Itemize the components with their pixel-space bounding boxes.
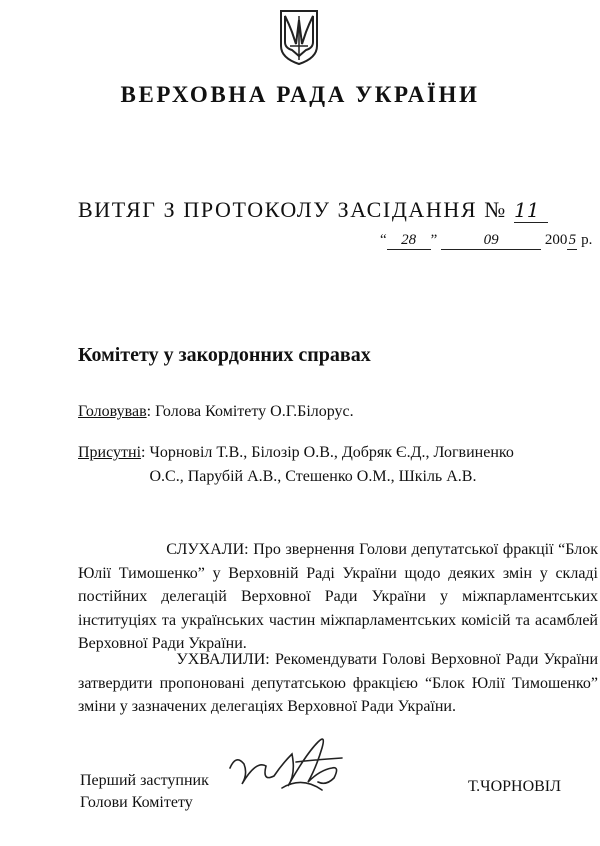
handwritten-signature <box>222 724 362 800</box>
protocol-title-text: ВИТЯГ З ПРОТОКОЛУ ЗАСІДАННЯ № <box>78 197 507 222</box>
protocol-date: “ 28 ” 09 2005 р. <box>380 232 593 248</box>
present-label: Присутні <box>78 444 142 461</box>
protocol-title <box>78 197 548 223</box>
protocol-number: 11 <box>514 198 548 223</box>
date-suffix: р. <box>581 232 593 248</box>
chair-text: : Голова Комітету О.Г.Білорус. <box>146 403 354 420</box>
committee-name: Комітету у закордонних справах <box>78 344 371 366</box>
date-month: 09 <box>441 232 541 250</box>
signatory-title-line1: Перший заступник <box>80 772 209 789</box>
present-names: Чорновіл Т.В., Білозір О.В., Добряк Є.Д., Логвиненко О.С., Парубій А.В., Стешенко О.М., Шкіль А.В. <box>149 444 514 485</box>
signatory-name: Т.ЧОРНОВІЛ <box>468 778 561 795</box>
signatory-title-line2: Голови Комітету <box>80 794 193 811</box>
decided-text: Рекомендувати Голові Верховної Ради України затвердити пропоновані депутатською фракцією “Блок Юлії Тимошенко” зміни у зазначених делегаціях Верховної Ради України. <box>78 651 599 715</box>
decided-paragraph <box>78 648 598 719</box>
organization-title: ВЕРХОВНА РАДА УКРАЇНИ <box>120 82 480 107</box>
heard-label: СЛУХАЛИ: <box>166 541 249 558</box>
chair-label: Головував <box>78 403 147 420</box>
heard-paragraph <box>78 538 598 656</box>
heard-text: Про звернення Голови депутатської фракції “Блок Юлії Тимошенко” у Верховній Раді України щодо деяких змін у складі постійних делегацій Верховної Ради України у міжпарламентських інституціях та українських частин міжпарламентських комісій та асамблей Верховної Ради України. <box>78 541 599 652</box>
tryzub-emblem-icon <box>278 8 320 66</box>
date-year-suffix: 5 <box>568 232 577 248</box>
present-line: Присутні: Чорновіл Т.В., Білозір О.В., Добряк Є.Д., Логвиненко О.С., Парубій А.В., Стешенко О.М., Шкіль А.В. <box>78 441 558 489</box>
date-day: 28 <box>387 232 431 250</box>
chair-line <box>78 400 354 424</box>
decided-label: УХВАЛИЛИ: <box>176 651 270 668</box>
signatory-title <box>80 770 209 814</box>
date-year-prefix: 200 <box>544 232 568 248</box>
